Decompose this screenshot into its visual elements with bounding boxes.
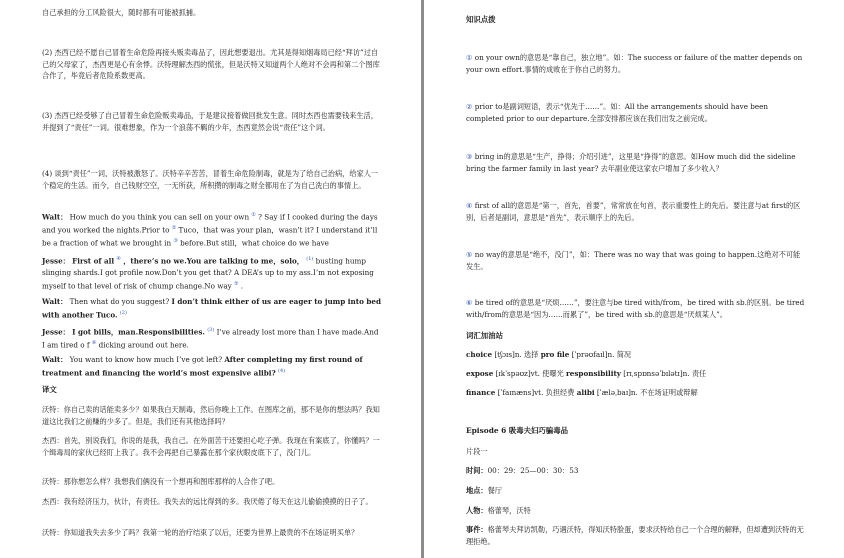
translation-walt-3: 沃特：你知道我失去多少了吗？我第一轮的治疗结束了以后，还要为世界上最贵的不在场证明买单？ — [42, 528, 359, 537]
note-number: ⑤ — [466, 250, 473, 259]
note-number: ② — [466, 102, 473, 111]
translation-jesse-2: 杰西：我有经济压力，伙计，有责任。我失去的远比得到的多。我厌倦了每天在这儿偷偷摸摸的日子了。 — [42, 497, 373, 506]
info-label: 人物： — [466, 506, 488, 515]
dialogue-text: How much do you think you can sell on your own — [69, 212, 250, 222]
dialogue-text: You want to know how much I’ve got left? — [69, 355, 223, 364]
note-marker[interactable]: ⑤ — [233, 280, 239, 287]
note-number: ⑥ — [466, 298, 473, 307]
note-marker[interactable]: (2) — [119, 309, 127, 316]
vocab-definition: [ˈæləˌbaɪ]n. 不在场证明或辩解 — [596, 388, 698, 397]
note-marker[interactable]: ① — [251, 212, 256, 218]
note-marker[interactable]: ③ — [173, 237, 178, 244]
info-value: 格蕾琴，沃特 — [487, 506, 531, 515]
note-marker[interactable]: (4) — [278, 367, 286, 374]
speaker-label: Jesse： — [42, 256, 70, 266]
note-marker[interactable]: (3) — [207, 327, 215, 333]
info-label: 时间： — [466, 466, 488, 475]
analysis-paragraph-3: (3) 杰西已经受够了自己冒着生命危险贩卖毒品，于是建议接着做回批发生意。同时杰西也需要钱来生活，并提到了“责任”一词。很难想象，作为一个浪荡不羁的少年，杰西竟然会说“责任”这个词。 — [42, 111, 378, 132]
vocab-line-1 — [466, 349, 806, 361]
vocab-definition: [rɪˌspɒnsəˈbɪlətɪ]n. 责任 — [623, 369, 707, 378]
knowledge-text: no way的意思是“绝不，没门”，如：There was no way that was going to happen.这绝对不可能发生。 — [466, 250, 801, 271]
vocab-definition: [ˈfaɪnæns]vt. 负担经费 — [497, 388, 575, 397]
dialogue-line-walt-3 — [42, 354, 382, 379]
event-info — [466, 524, 806, 547]
info-value: 00：29：25—00：30：53 — [487, 466, 579, 475]
right-page — [424, 0, 844, 558]
vocab-definition: [ɪkˈspəʊz]vt. 使曝光 — [495, 369, 564, 378]
speaker-label: Walt： — [42, 212, 68, 222]
vocab-word: choice — [466, 350, 493, 359]
vocab-word: pro file — [540, 350, 570, 359]
note-number: ① — [466, 53, 473, 62]
dialogue-text: After completing my first round of treatment and financing the world’s most expensive alibi? — [42, 355, 363, 377]
dialogue-line-jesse-2 — [42, 325, 382, 351]
dialogue-text: I got bills，man.Responsibilities. — [72, 327, 205, 337]
knowledge-point-5 — [466, 249, 806, 272]
dialogue-text: ? Say if I cooked during the days and you worked the nights.Prior to — [42, 212, 378, 235]
analysis-paragraph-2: (2) 杰西已经不愿自己冒着生命危险再接头贩卖毒品了，因此想要退出。尤其是得知烟毒局已经“拜访”过自己的父母家了，杰西更是心有余悸。沃特理解杰西的慌张，但是沃特又知道两个人绝对不会再和第二个图库合作了，毕竟后者危险系数更高。 — [42, 48, 380, 81]
speaker-label: Jesse： — [42, 327, 70, 337]
translation-jesse-1: 杰西：首先，别说我们，你说的是我，我自己。在外面苦干还要担心吃子弹。我现在有案底了，你懂吗？一个缉毒局的家伙已经盯上我了。我不会再把自己暴露在那个家伙眼皮底下了，没门儿。 — [42, 436, 380, 457]
time-info — [466, 465, 806, 477]
clip-label: 片段一 — [466, 447, 488, 456]
knowledge-point-1 — [466, 52, 806, 75]
speaker-label: Walt： — [42, 355, 68, 364]
vocab-word: alibi — [576, 388, 595, 397]
dialogue-line-jesse-1 — [42, 254, 382, 292]
left-page — [0, 0, 421, 558]
knowledge-text: be tired of的意思是“厌烦……”，要注意与be tired with/from，be tired with sb.的区别。be tired with/from的意思是“因为……而累了”，be tired with sb.的意思是“厌烦某人”。 — [466, 298, 805, 319]
note-marker[interactable]: ⑥ — [91, 339, 97, 346]
vocab-word: responsibility — [566, 369, 621, 378]
translation-heading: 译文 — [42, 385, 57, 394]
dialogue-text: . — [240, 280, 244, 290]
analysis-paragraph-4: (4) 谈到“责任”一词，沃特被激怒了。沃特辛辛苦苦，冒着生命危险制毒，就是为了给自己治病，给家人一个稳定的生活。而今，自己钱财空空，一无所获，所积攒的制毒之财全都用在了为自己洗白的事情上。 — [42, 169, 379, 190]
place-info — [466, 485, 806, 497]
dialogue-text: ，there’s no we.You are talking to me，solo， — [123, 256, 304, 266]
dialogue-text: Tuco，that was your plan，wasn’t it? I understand it’ll be a fraction of what we brought in — [42, 225, 378, 248]
vocab-line-2 — [466, 368, 806, 380]
section-heading-knowledge: 知识点拨 — [466, 15, 496, 24]
note-number: ③ — [466, 152, 473, 161]
dialogue-text: First of all — [72, 256, 115, 266]
info-value: 格蕾琴夫拜访凯勒，巧遇沃特，得知沃特脸蛋，要求沃特给自己一个合理的解释，但却遭到沃特的无理拒绝。 — [466, 525, 804, 546]
translation-walt-1: 沃特：你自己卖的话能卖多少？如果我白天制毒，然后你晚上工作。在图库之前，那不是你的想法吗？我知道这比我们之前赚的少多了。但是，我们还有其他选择吗？ — [42, 405, 380, 426]
dialogue-text: before.But still，what choice do we have — [180, 238, 329, 248]
note-number: ④ — [466, 201, 473, 210]
knowledge-point-3 — [466, 151, 806, 174]
knowledge-point-2 — [466, 101, 806, 124]
dialogue-line-walt-1 — [42, 210, 382, 249]
note-marker[interactable]: ④ — [116, 256, 121, 262]
paragraph-continued: 自己承担的分工风险很大，随时都有可能被抓捕。 — [42, 8, 201, 17]
knowledge-text: prior to是副词短语，表示“优先于……”。如：All the arrangements should have been completed prior to our departure.全部安排都应该在我们出发之前完成。 — [466, 102, 769, 123]
dialogue-text: busting hump slinging shards.I got profile now.Don’t you get that? A DEA’s up to my ass.I’m not exposing myself to that level of risk of chump change.No way — [42, 256, 374, 290]
vocab-definition: [tʃɔɪs]n. 选择 — [494, 350, 539, 359]
vocab-word: finance — [466, 388, 496, 397]
episode-title: Episode 6 吸毒夫妇巧骗毒品 — [466, 426, 568, 435]
section-heading-vocab: 词汇加油站 — [466, 331, 503, 340]
vocab-line-3 — [466, 387, 806, 399]
info-value: 餐厅 — [487, 486, 502, 495]
knowledge-text: on your own的意思是“靠自己，独立地”。如：The success or failure of the matter depends on your own effort.事情的成败在于你自己的努力。 — [466, 53, 803, 74]
info-label: 地点： — [466, 486, 488, 495]
dialogue-text: I don’t think either of us are eager to jump into bed with another Tuco. — [42, 297, 382, 319]
knowledge-text: bring in的意思是“生产，挣得；介绍引进”，这里是“挣得”的意思。如How much did the sideline bring the farmer family in last year? 去年副业使这家农户增加了多少收入？ — [466, 152, 796, 173]
note-marker[interactable]: ② — [171, 224, 177, 231]
translation-walt-2: 沃特：那你想怎么样？我想我们俩没有一个想再和图库那样的人合作了吧。 — [42, 477, 280, 486]
vocab-definition: [ˈprəʊfaɪl]n. 简况 — [571, 350, 632, 359]
dialogue-text: Then what do you suggest? — [69, 297, 170, 306]
knowledge-point-4 — [466, 200, 806, 223]
dialogue-text: I’ve already lost more than I have made.And I am tired o f — [42, 327, 379, 350]
speaker-label: Walt： — [42, 297, 68, 306]
vocab-word: expose — [466, 369, 494, 378]
people-info — [466, 505, 806, 517]
info-label: 事件： — [466, 525, 488, 534]
dialogue-text: dicking around out here. — [98, 340, 189, 350]
dialogue-line-walt-2 — [42, 296, 382, 321]
note-marker[interactable]: (1) — [306, 256, 314, 262]
knowledge-text: first of all的意思是“第一，首先，首要”，常常放在句首，表示重要性上的先后。要注意与at first的区别，后者是副词，意思是“首先”，表示顺序上的先后。 — [466, 201, 801, 222]
knowledge-point-6 — [466, 297, 806, 320]
